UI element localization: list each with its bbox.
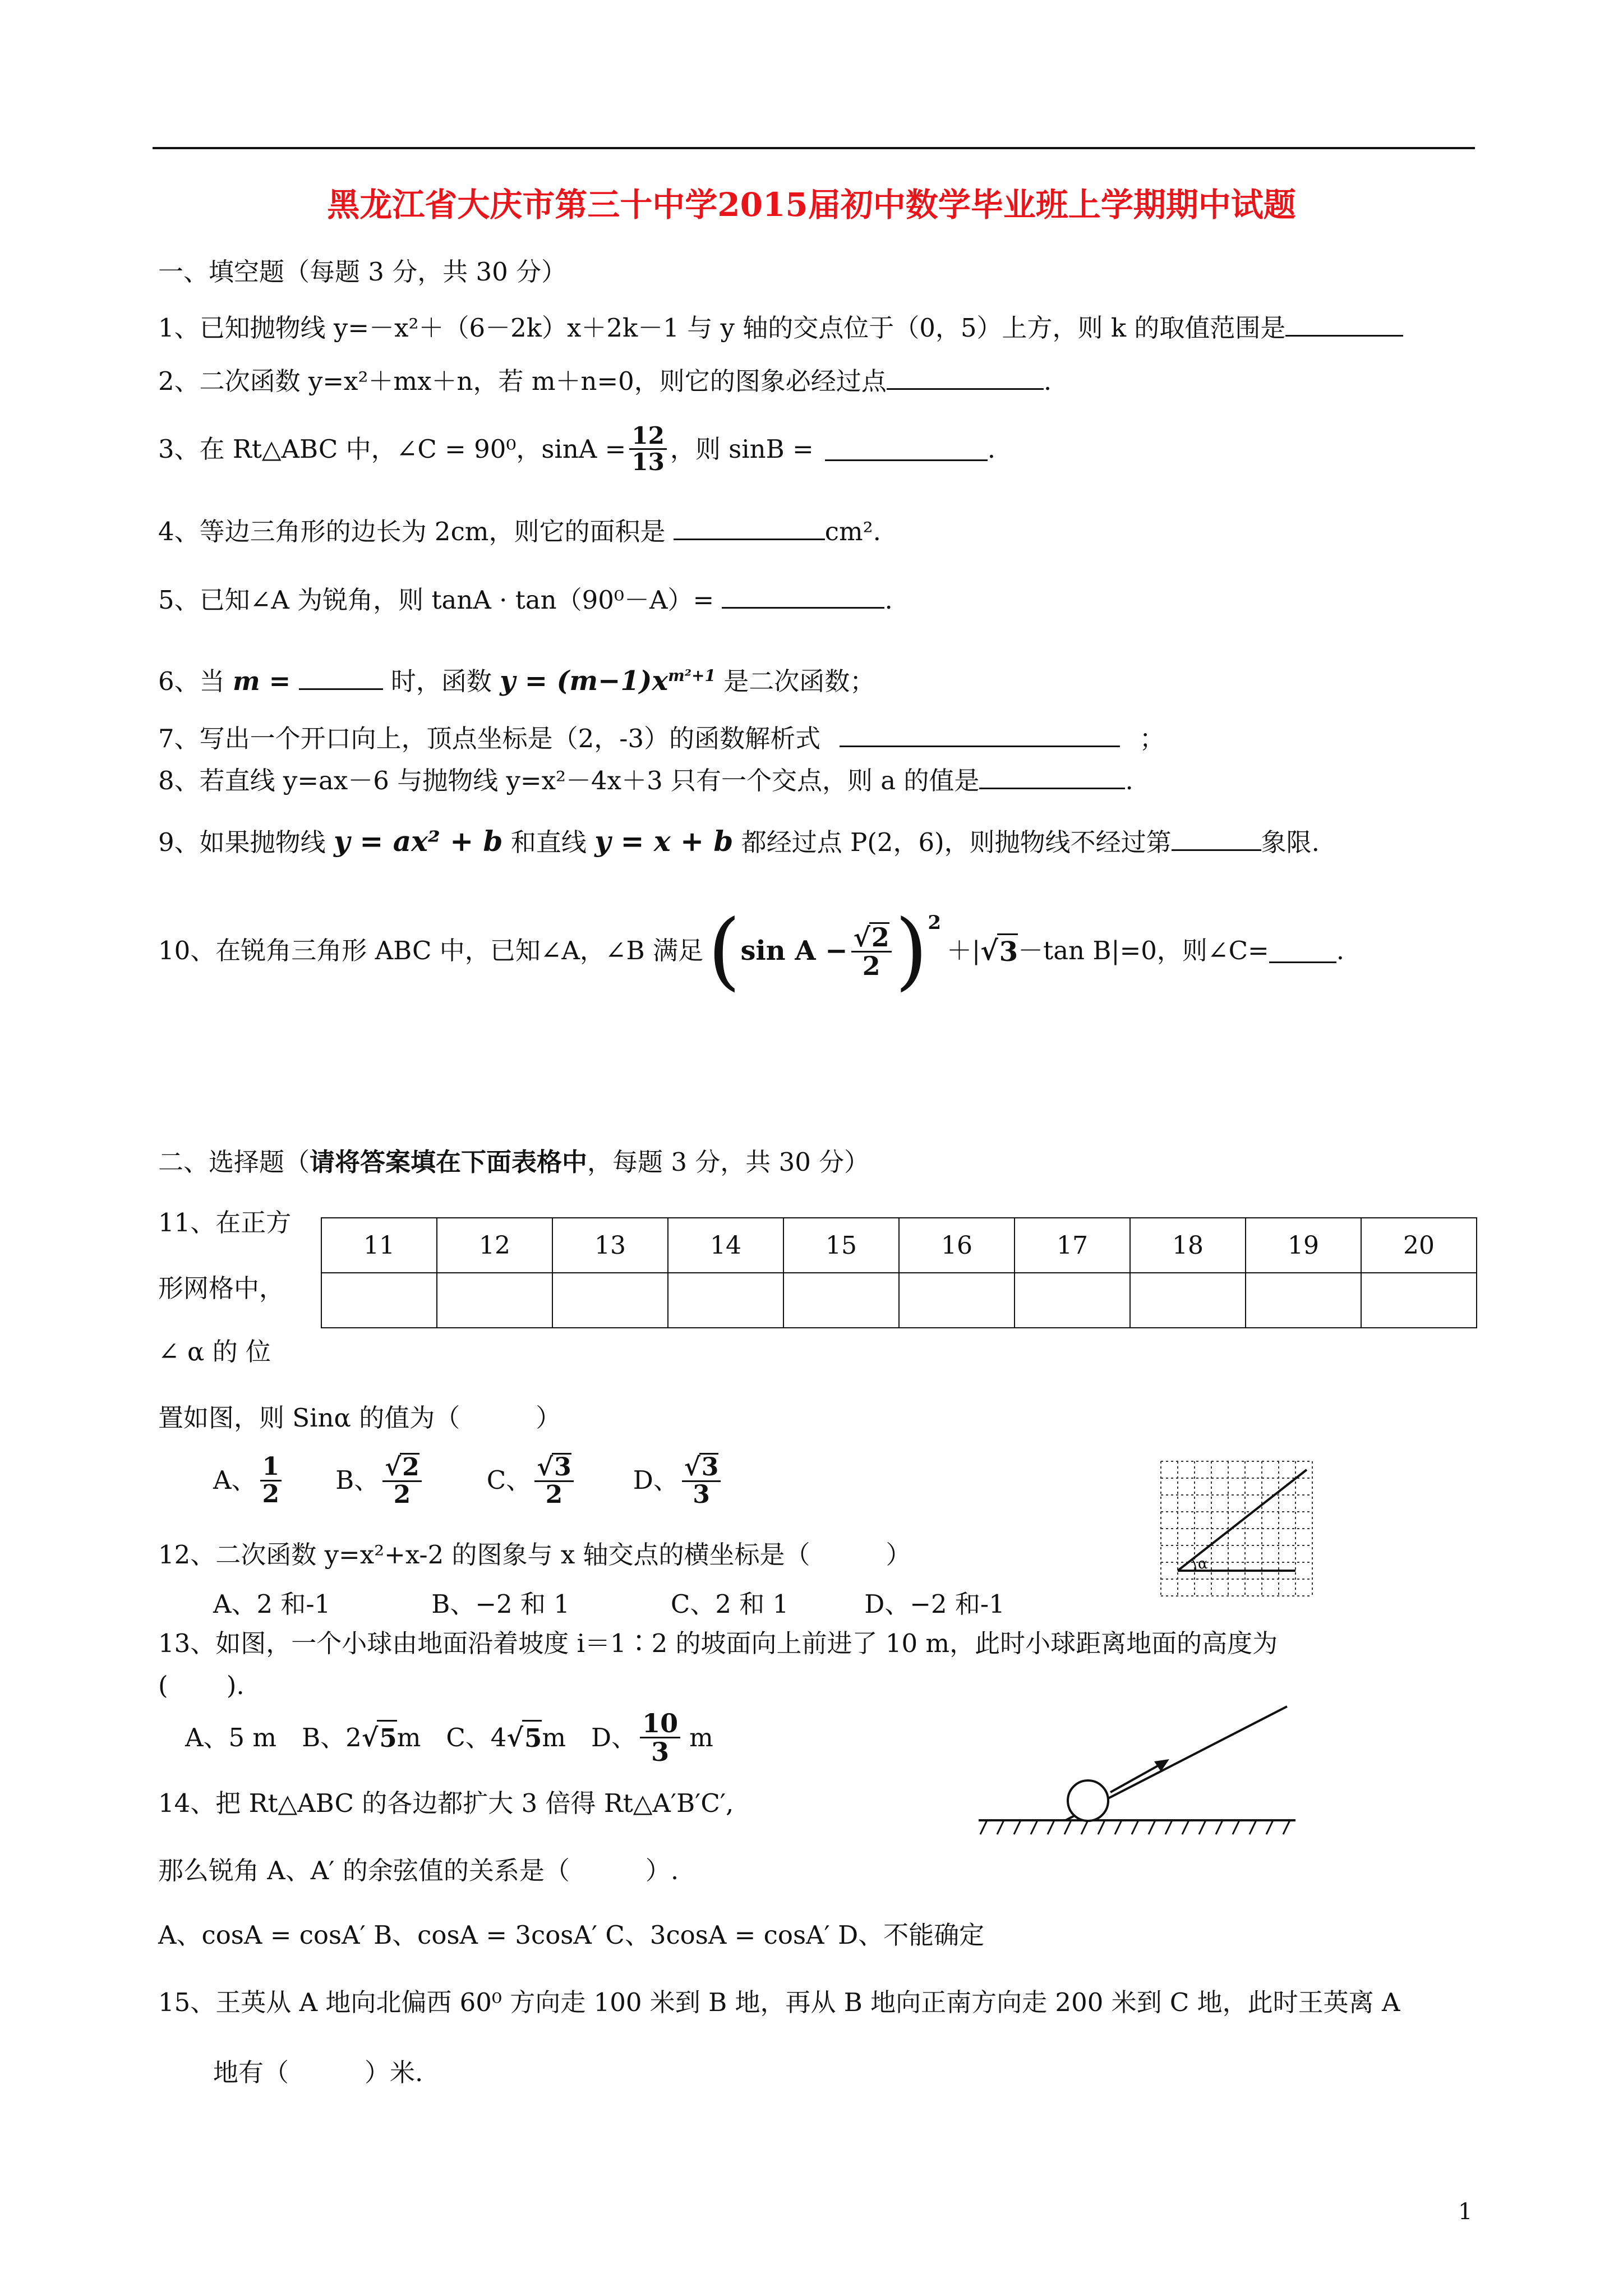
q1-answer-blank[interactable] xyxy=(1285,312,1403,337)
q10-left-paren: ( xyxy=(707,902,741,1000)
q11-line3: ∠ α 的 位 xyxy=(158,1337,271,1366)
q3-end: . xyxy=(987,434,995,464)
page-number: 1 xyxy=(1458,2199,1473,2225)
q7-end: ； xyxy=(1139,724,1165,753)
q10-numerator xyxy=(851,922,892,953)
answer-cell[interactable] xyxy=(783,1273,899,1328)
header-rule xyxy=(153,147,1475,149)
q9-parabola-expr: y = ax² + b xyxy=(333,825,503,858)
q8-end: . xyxy=(1125,766,1133,795)
q11-option-c-value xyxy=(534,1453,574,1508)
q3-post: ，则 sinB = xyxy=(670,434,814,464)
option-a-denominator: 2 xyxy=(262,1479,280,1508)
answer-table-header: 19 xyxy=(1246,1218,1361,1273)
q13-unit: m xyxy=(689,1722,713,1752)
option-d-denominator: 3 xyxy=(693,1480,710,1510)
q5-pre: 5、已知∠A 为锐角，则 tanA · tan（90⁰－A）= xyxy=(158,585,714,615)
q10-square: 2 xyxy=(928,912,942,934)
q10-fraction xyxy=(851,922,892,980)
q9-line-expr: y = x + b xyxy=(594,825,734,858)
q2-text: 2、二次函数 y=x²＋mx＋n，若 m＋n=0，则它的图象必经过点 xyxy=(158,366,887,396)
q13-d-numerator: 10 xyxy=(640,1710,680,1738)
answer-table xyxy=(321,1217,1477,1328)
q4-pre: 4、等边三角形的边长为 2cm，则它的面积是 xyxy=(158,517,666,546)
answer-table-header: 11 xyxy=(321,1218,437,1273)
ground-hatch xyxy=(980,1820,1290,1834)
q9-answer-blank[interactable] xyxy=(1172,827,1261,851)
q8-text: 8、若直线 y=ax－6 与抛物线 y=x²－4x＋3 只有一个交点，则 a 的值是 xyxy=(158,766,980,795)
section2-heading xyxy=(158,1145,869,1179)
answer-table-header: 15 xyxy=(783,1218,899,1273)
q6-expression: y = (m−1)x xyxy=(500,665,668,697)
question-3 xyxy=(158,424,995,475)
answer-cell[interactable] xyxy=(321,1273,437,1328)
q1-text: 1、已知抛物线 y=－x²＋（6－2k）x＋2k－1 与 y 轴的交点位于（0，5）上方，则 k 的取值范围是 xyxy=(158,313,1286,343)
q7-answer-blank[interactable] xyxy=(840,723,1120,747)
q6-pre: 6、当 xyxy=(158,666,225,696)
q13-option-d-value xyxy=(640,1710,680,1766)
q13-option-c: m C、4 xyxy=(396,1722,507,1752)
q9-mid: 和直线 xyxy=(510,827,587,857)
option-b-denominator: 2 xyxy=(393,1480,411,1510)
answer-table-header: 16 xyxy=(899,1218,1015,1273)
question-8 xyxy=(158,764,1133,798)
section1-heading: 一、填空题（每题 3 分，共 30 分） xyxy=(158,257,567,287)
section2-heading-pre: 二、选择题（ xyxy=(158,1147,310,1177)
section2-heading-bold: 请将答案填在下面表格中 xyxy=(310,1147,588,1177)
q10-denominator: 2 xyxy=(862,951,880,981)
q13-radicand-c: 5 xyxy=(522,1720,542,1755)
sqrt-sign-icon: √ xyxy=(980,935,998,967)
q3-fraction xyxy=(629,424,666,475)
question-12: 12、二次函数 y=x²+x-2 的图象与 x 轴交点的横坐标是（ ） xyxy=(158,1540,911,1570)
q2-end: . xyxy=(1043,366,1052,396)
grid-lines xyxy=(1161,1461,1312,1596)
question-9 xyxy=(158,825,1320,859)
q6-m-label: m = xyxy=(232,666,291,696)
option-b-numerator xyxy=(382,1453,422,1482)
question-7 xyxy=(158,722,1165,756)
q8-answer-blank[interactable] xyxy=(979,765,1125,789)
q11-option-a-value xyxy=(260,1454,282,1507)
q6-exponent: m²+1 xyxy=(668,666,716,685)
option-a-numerator: 1 xyxy=(260,1454,282,1481)
option-c-radicand: 3 xyxy=(552,1453,571,1480)
answer-table-header-row xyxy=(321,1218,1477,1273)
q6-end: 是二次函数； xyxy=(723,666,875,696)
sqrt-sign-icon: √ xyxy=(853,922,870,953)
answer-cell[interactable] xyxy=(1361,1273,1477,1328)
q5-answer-blank[interactable] xyxy=(722,585,884,609)
q10-right-paren: ) xyxy=(895,902,928,1000)
sqrt-sign-icon: √ xyxy=(385,1453,402,1481)
q11-line4: 置如图，则 Sinα 的值为（ ） xyxy=(158,1403,561,1433)
option-b-radicand: 2 xyxy=(400,1453,419,1480)
q2-answer-blank[interactable] xyxy=(887,366,1044,390)
q11-options xyxy=(213,1453,724,1508)
sqrt-sign-icon: √ xyxy=(684,1453,700,1481)
question-1 xyxy=(158,311,1403,345)
q10-post2: －tan B|=0，则∠C= xyxy=(1018,936,1269,965)
q10-answer-blank[interactable] xyxy=(1269,939,1336,963)
q13-options-a-b: A、5 m B、2 xyxy=(185,1722,362,1752)
q11-grid-figure xyxy=(1155,1458,1318,1599)
q15-line2: 地有（ ）米. xyxy=(213,2058,423,2087)
question-5 xyxy=(158,583,893,617)
q10-post: ＋| xyxy=(947,936,981,965)
answer-cell[interactable] xyxy=(552,1273,668,1328)
q11-option-b-label: B、 xyxy=(335,1465,380,1496)
q11-option-d-label: D、 xyxy=(633,1465,679,1496)
option-c-numerator xyxy=(534,1453,574,1482)
sqrt-sign-icon: √ xyxy=(537,1453,554,1481)
sqrt-sign-icon: √ xyxy=(506,1722,524,1752)
answer-cell[interactable] xyxy=(1015,1273,1130,1328)
option-d-radicand: 3 xyxy=(699,1453,719,1480)
q9-post: 都经过点 P(2，6)，则抛物线不经过第 xyxy=(741,827,1172,857)
direction-arrow xyxy=(1110,1763,1164,1792)
question-15: 15、王英从 A 地向北偏西 60⁰ 方向走 100 米到 B 地，再从 B 地向正南方向走 200 米到 C 地，此时王英离 A xyxy=(158,1987,1400,2017)
q6-answer-blank[interactable] xyxy=(299,666,383,690)
q10-sin-expr: sin A − xyxy=(740,935,848,967)
page-title: 黑龙江省大庆市第三十中学2015届初中数学毕业班上学期期中试题 xyxy=(327,186,1296,224)
question-10 xyxy=(158,900,1344,1001)
section2-heading-post: ，每题 3 分，共 30 分） xyxy=(587,1147,870,1177)
q14-options: A、cosA = cosA′ B、cosA = 3cosA′ C、3cosA = cosA′ D、不能确定 xyxy=(158,1920,985,1950)
question-14: 14、把 Rt△ABC 的各边都扩大 3 倍得 Rt△A′B′C′, xyxy=(158,1788,734,1818)
q11-line1: 11、在正方 xyxy=(158,1208,292,1237)
answer-cell[interactable] xyxy=(1246,1273,1361,1328)
question-13: 13、如图，一个小球由地面沿着坡度 i＝1∶2 的坡面向上前进了 10 m，此时小球距离地面的高度为 xyxy=(158,1628,1278,1658)
q13-d-denominator: 3 xyxy=(651,1737,670,1768)
angle-ray-upper xyxy=(1178,1470,1307,1571)
answer-cell[interactable] xyxy=(668,1273,783,1328)
q11-line2: 形网格中， xyxy=(158,1273,285,1303)
question-2 xyxy=(158,365,1052,398)
answer-cell[interactable] xyxy=(1130,1273,1246,1328)
q13-radicand-b: 5 xyxy=(377,1720,396,1755)
q4-end: cm². xyxy=(824,517,881,546)
q13-line2: ( ). xyxy=(158,1671,245,1700)
q7-pre: 7、写出一个开口向上，顶点坐标是（2，-3）的函数解析式 xyxy=(158,724,821,753)
q10-sqrt3: 3 xyxy=(997,933,1018,969)
q3-denominator: 13 xyxy=(631,448,665,476)
q4-answer-blank[interactable] xyxy=(674,516,825,540)
answer-cell[interactable] xyxy=(437,1273,552,1328)
q3-pre: 3、在 Rt△ABC 中，∠C = 90⁰，sinA = xyxy=(158,434,626,464)
q5-end: . xyxy=(884,585,893,615)
q9-pre: 9、如果抛物线 xyxy=(158,827,326,857)
q13-option-d: m D、 xyxy=(542,1722,637,1752)
answer-table-header: 12 xyxy=(437,1218,552,1273)
option-c-denominator: 2 xyxy=(545,1480,563,1510)
answer-table-header: 13 xyxy=(552,1218,668,1273)
q11-option-c-label: C、 xyxy=(486,1465,532,1496)
q11-option-a-label: A、 xyxy=(213,1465,257,1496)
question-6 xyxy=(158,659,875,698)
q10-end: . xyxy=(1336,936,1345,965)
q3-answer-blank[interactable] xyxy=(825,437,988,461)
answer-table-answer-row xyxy=(321,1273,1477,1328)
question-4 xyxy=(158,515,881,549)
ball xyxy=(1068,1780,1108,1821)
q3-numerator: 12 xyxy=(629,424,666,450)
q6-mid: 时，函数 xyxy=(390,666,492,696)
option-d-numerator xyxy=(682,1453,721,1482)
q13-slope-figure xyxy=(976,1700,1301,1846)
answer-table-header: 20 xyxy=(1361,1218,1477,1273)
answer-table-header: 18 xyxy=(1130,1218,1246,1273)
sqrt-sign-icon: √ xyxy=(361,1722,379,1752)
answer-table-header: 14 xyxy=(668,1218,783,1273)
q12-options: A、2 和-1 B、−2 和 1 C、2 和 1 D、−2 和-1 xyxy=(213,1589,1005,1619)
q14-line2: 那么锐角 A、A′ 的余弦值的关系是（ ）. xyxy=(158,1856,679,1885)
q13-options xyxy=(185,1710,713,1766)
q9-end: 象限. xyxy=(1261,827,1320,857)
q10-radicand: 2 xyxy=(869,922,889,951)
q11-option-b-value xyxy=(382,1453,422,1508)
q10-pre: 10、在锐角三角形 ABC 中，已知∠A，∠B 满足 xyxy=(158,936,703,965)
answer-cell[interactable] xyxy=(899,1273,1015,1328)
answer-table-header: 17 xyxy=(1015,1218,1130,1273)
q11-option-d-value xyxy=(682,1453,721,1508)
alpha-label: α xyxy=(1198,1556,1208,1572)
